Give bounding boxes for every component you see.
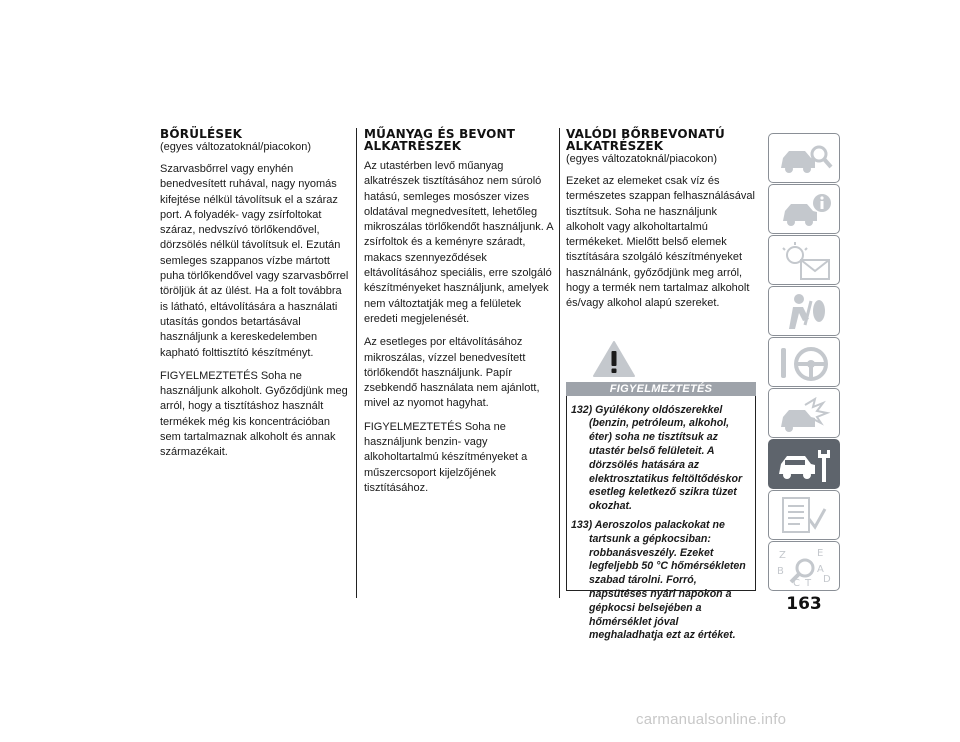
index-letter: A [817,564,824,575]
tab-safety[interactable] [768,286,840,336]
tab-index[interactable] [768,541,840,591]
warning-box [566,396,756,642]
tab-servicing-care[interactable] [768,439,840,489]
car-info-icon [775,189,835,231]
column-divider [356,128,357,598]
warning-light-envelope-icon [775,240,835,282]
paragraph: Szarvasbőrrel vagy enyhén benedvesített ruhával, nagy nyomás kifejtése nélkül távolítsuk el a száraz port. A folyadék- vagy zsírfoltokat száraz, nedvszívó törlőkendővel, dörzsölés nélkül távolítsuk el. Ezután semleges szappanos vízbe mártott puha törlőkendővel vagy szarvasbőrrel töröljük át az ülést. Ha a folt továbbra is látható, eltávolítására a használati utasítás gondos betartásával használjunk a kereskedelemben kapható folttisztító készítményt. [160,163,349,359]
index-letter: C [793,578,800,588]
heading-line: ALKATRÉSZEK [364,139,462,153]
heading-line: VALÓDI BŐRBEVONATÚ [566,127,725,141]
index-letter: B [777,566,784,577]
warning-item: 133) Aeroszolos palackokat ne tartsunk a gépkocsiban: robbanásveszély. Ezeket legfeljebb 50 °C hőmérsékleten szabad tárolni. Forró, napsütéses nyári napokon a gépkocsi belsejében a hőmérséklet jóval meghaladhatja ezt az értéket. [571,519,746,642]
tab-car-info[interactable] [768,184,840,234]
heading-line: ALKATRÉSZEK [566,139,664,153]
steering-wheel-icon [775,342,835,384]
section-heading [364,128,554,152]
column-leather-seats [160,128,352,469]
warning-triangle-icon [592,340,636,378]
heading-line: MŰANYAG ÉS BEVONT [364,127,516,141]
paragraph: Ezeket az elemeket csak víz és természetes szappan felhasználásával tisztítsuk. Soha ne használjunk alkoholt vagy alkoholtartalmú termékeket. Mielőtt belső elemek tisztítására szolgáló készítményeket használnánk, győződjünk meg arról, hogy a termék nem tartalmaz alkoholt és/vagy alkohol alapú szereket. [566,175,755,310]
car-search-icon [775,138,835,180]
car-crash-icon [775,393,835,435]
section-heading: BŐRÜLÉSEK [160,127,243,141]
watermark: carmanualsonline.info [636,711,787,728]
index-letter: Z [779,550,786,561]
car-wrench-icon [775,444,835,486]
tab-technical-data[interactable] [768,490,840,540]
index-letter: T [805,578,812,588]
paragraph: FIGYELMEZTETÉS Soha ne használjunk alkoholt. Győződjünk meg arról, hogy a tisztításhoz használt termékek még kis koncentrációban sem tartalmaznak alkoholt és annak származékait. [160,369,348,459]
section-subheading: (egyes változatoknál/piacokon) [566,153,718,165]
warning-item: 132) Gyúlékony oldószerekkel (benzin, petróleum, alkohol, éter) soha ne tisztítsuk az utastér belső felületeit. A dörzsölés hatására az elektrosztatikus feltöltődéskor esetleg keletkező szikra tüzet okozhat. [571,403,743,513]
page-number: 163 [786,594,822,614]
tab-starting-driving[interactable] [768,337,840,387]
section-subheading: (egyes változatoknál/piacokon) [160,141,312,153]
tab-emergency[interactable] [768,388,840,438]
column-genuine-leather [566,127,756,642]
alphabet-index-icon [775,546,835,588]
column-plastic-parts [364,128,554,504]
tab-car-search[interactable] [768,133,840,183]
section-heading [566,128,756,152]
checklist-icon [775,495,835,537]
column-divider [559,128,560,598]
index-letter: E [817,548,824,559]
paragraph: Az utastérben levő műanyag alkatrészek tisztításához nem súroló hatású, semleges mosószer vizes oldatával megnedvesített, lehetőleg mikroszálas törlőkendőt használjunk. A zsírfoltok és a keményre száradt, makacs szennyeződések eltávolításához speciális, erre szolgáló készítményeket használjunk, amelyek nem változtatják meg a felületek eredeti megjelenését. [364,160,553,325]
airbag-person-icon [775,291,835,333]
index-letter: D [823,574,831,585]
paragraph: Az esetleges por eltávolításához mikroszálas, vízzel benedvesített törlőkendőt használjunk. Papír zsebkendő használata nem ajánlott, mivel az nyomot hagyhat. [364,336,540,410]
tab-warning-lights[interactable] [768,235,840,285]
paragraph: FIGYELMEZTETÉS Soha ne használjunk benzin- vagy alkoholtartalmú készítményeket a műszercsoport kijelzőjének tisztításához. [364,420,528,494]
warning-block [566,340,756,642]
warning-title: FIGYELMEZTETÉS [566,382,756,396]
